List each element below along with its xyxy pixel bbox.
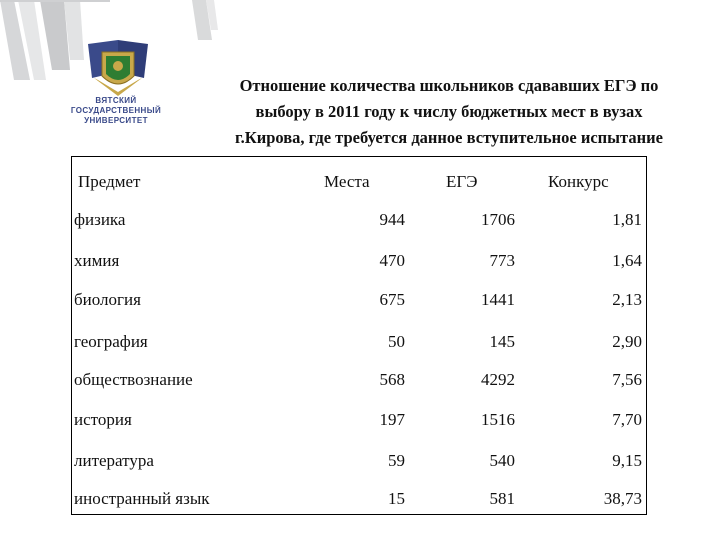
row-places: 197: [379, 410, 405, 429]
row-ege: 773: [489, 251, 515, 270]
row-competition: 38,73: [603, 489, 642, 508]
row-places: 568: [379, 370, 405, 389]
row-places: 675: [379, 290, 405, 309]
header-competition: Конкурс: [548, 172, 609, 191]
slide-title: [186, 73, 712, 151]
university-name-line: ВЯТСКИЙ: [95, 96, 137, 105]
row-subject: физика: [74, 210, 126, 229]
row-competition: 7,56: [612, 370, 642, 389]
title-line: выбору в 2011 году к числу бюджетных мест в вузах: [255, 102, 643, 121]
row-ege: 145: [489, 332, 515, 351]
row-subject: химия: [74, 251, 120, 270]
row-subject: биология: [74, 290, 141, 309]
row-subject: литература: [74, 451, 154, 470]
row-places: 50: [388, 332, 405, 351]
row-subject: обществознание: [74, 370, 193, 389]
row-places: 470: [379, 251, 405, 270]
row-subject: история: [74, 410, 132, 429]
header-places: Места: [324, 172, 370, 191]
university-logo: [78, 38, 158, 98]
row-places: 944: [379, 210, 405, 229]
row-ege: 1706: [481, 210, 515, 229]
row-competition: 2,13: [612, 290, 642, 309]
title-line: Отношение количества школьников сдававших ЕГЭ по: [239, 76, 659, 95]
university-name-line: УНИВЕРСИТЕТ: [84, 116, 148, 125]
row-ege: 1516: [481, 410, 515, 429]
title-line: г.Кирова, где требуется данное вступительное испытание: [235, 128, 663, 147]
row-competition: 1,81: [612, 210, 642, 229]
row-ege: 4292: [481, 370, 515, 389]
row-competition: 1,64: [612, 251, 642, 270]
row-competition: 9,15: [612, 451, 642, 470]
row-ege: 581: [489, 489, 515, 508]
data-table: [71, 156, 647, 515]
row-subject: иностранный язык: [74, 489, 210, 508]
row-competition: 7,70: [612, 410, 642, 429]
row-ege: 1441: [481, 290, 515, 309]
university-name-line: ГОСУДАРСТВЕННЫЙ: [70, 106, 162, 115]
header-subject: Предмет: [78, 172, 141, 191]
row-places: 59: [388, 451, 405, 470]
row-subject: география: [74, 332, 148, 351]
row-ege: 540: [489, 451, 515, 470]
university-name: [58, 96, 174, 126]
header-ege: ЕГЭ: [446, 172, 478, 191]
row-competition: 2,90: [612, 332, 642, 351]
row-places: 15: [388, 489, 405, 508]
